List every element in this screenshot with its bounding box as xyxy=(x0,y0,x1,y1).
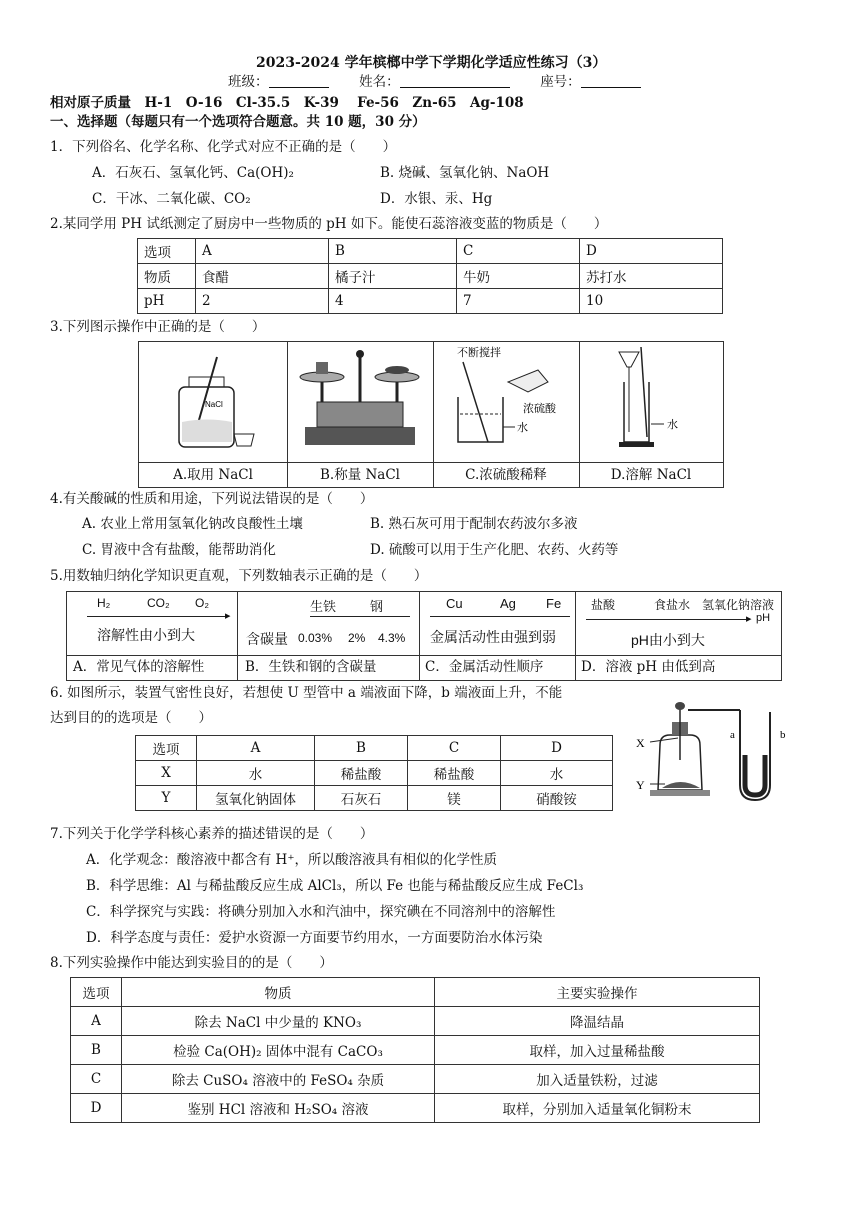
table-cell: 主要实验操作 xyxy=(435,978,760,1007)
q7-option-b: B．科学思维：Al 与稀盐酸反应生成 AlCl₃，所以 Fe 也能与稀盐酸反应生成 FeCl₃ xyxy=(86,878,584,894)
table-cell: 水 xyxy=(501,761,613,786)
axis-a-label: 溶解性由小到大 xyxy=(97,627,195,643)
table-cell: D xyxy=(71,1094,122,1123)
q4-option-a: A. 农业上常用氢氧化钠改良酸性土壤 xyxy=(82,516,303,532)
table-cell: C xyxy=(457,239,580,264)
table-cell: Y xyxy=(136,786,197,811)
q7-option-a: A．化学观念：酸溶液中都含有 H⁺，所以酸溶液具有相似的化学性质 xyxy=(86,852,497,868)
table-cell: 水 xyxy=(197,761,315,786)
q1-option-c: C．干冰、二氧化碳、CO₂ xyxy=(92,191,251,207)
q4-option-b: B. 熟石灰可用于配制农药波尔多液 xyxy=(370,516,578,532)
axis-a xyxy=(67,592,237,655)
svg-text:水: 水 xyxy=(667,419,678,431)
svg-text:水: 水 xyxy=(517,422,528,434)
table-cell: C xyxy=(408,736,501,761)
axis-b-steel: 钢 xyxy=(370,599,384,614)
axis-d-salt: 食盐水 xyxy=(654,598,691,612)
svg-text:不断搅拌: 不断搅拌 xyxy=(457,347,501,359)
class-label: 班级： xyxy=(228,74,269,90)
q3-stem: 3.下列图示操作中正确的是（ ） xyxy=(50,319,266,335)
q3-caption-c: C.浓硫酸稀释 xyxy=(433,462,579,484)
q2-stem: 2.某同学用 PH 试纸测定了厨房中一些物质的 pH 如下。能使石蕊溶液变蓝的物质是（ ） xyxy=(50,216,608,232)
table-row xyxy=(138,289,723,314)
table-cell: A xyxy=(71,1007,122,1036)
q3-caption-a: A.取用 NaCl xyxy=(139,462,287,484)
axis-c-cu: Cu xyxy=(446,596,463,611)
q1-option-d: D．水银、汞、Hg xyxy=(380,191,493,207)
svg-text:a: a xyxy=(730,729,735,741)
table-cell: 牛奶 xyxy=(457,264,580,289)
table-cell: B xyxy=(71,1036,122,1065)
table-cell: D xyxy=(580,239,723,264)
axis-c-fe: Fe xyxy=(546,596,562,611)
q3-panel-d xyxy=(579,342,723,487)
q1-option-b: B. 烧碱、氢氧化钠、NaOH xyxy=(380,165,550,181)
axis-d-naoh: 氢氧化钠溶液 xyxy=(702,598,775,612)
q4-stem: 4.有关酸碱的性质和用途，下列说法错误的是（ ） xyxy=(50,491,374,507)
table-cell: 鉴别 HCl 溶液和 H₂SO₄ 溶液 xyxy=(122,1094,435,1123)
table-cell: 检验 Ca(OH)₂ 固体中混有 CaCO₃ xyxy=(122,1036,435,1065)
name-label: 姓名： xyxy=(359,74,400,90)
axis-d xyxy=(576,592,781,655)
table-cell: 7 xyxy=(457,289,580,314)
table-cell: 取样，加入过量稀盐酸 xyxy=(435,1036,760,1065)
q1-option-a: A．石灰石、氢氧化钙、Ca(OH)₂ xyxy=(92,165,294,181)
axis-b-value: 4.3% xyxy=(378,631,406,645)
u-tube-apparatus-figure xyxy=(630,700,810,810)
table-row xyxy=(136,786,613,811)
table-cell: 石灰石 xyxy=(315,786,408,811)
q6-stem-line1: 6. 如图所示，装置气密性良好，若想使 U 型管中 a 端液面下降，b 端液面上升，不能 xyxy=(50,685,563,701)
q2-table xyxy=(137,238,723,314)
table-cell: 4 xyxy=(329,289,457,314)
axis-a-co2: CO₂ xyxy=(147,596,170,610)
axis-b xyxy=(238,592,419,655)
q8-table xyxy=(70,977,760,1123)
balance-figure xyxy=(287,342,433,460)
table-cell: C xyxy=(71,1065,122,1094)
table-cell: 硝酸铵 xyxy=(501,786,613,811)
svg-text:X: X xyxy=(636,736,645,750)
q4-option-d: D. 硫酸可以用于生产化肥、农药、火药等 xyxy=(370,542,619,558)
class-field[interactable] xyxy=(269,74,329,88)
q7-option-c: C．科学探究与实践：将碘分别加入水和汽油中，探究碘在不同溶剂中的溶解性 xyxy=(86,904,556,920)
table-cell: 物质 xyxy=(122,978,435,1007)
student-info xyxy=(228,73,641,91)
table-cell: X xyxy=(136,761,197,786)
svg-text:浓硫酸: 浓硫酸 xyxy=(523,403,556,415)
svg-text:b: b xyxy=(780,729,786,741)
table-row xyxy=(71,1007,760,1036)
table-row xyxy=(71,1036,760,1065)
table-cell: 选项 xyxy=(138,239,196,264)
q3-panel-c xyxy=(433,342,580,487)
axis-b-value: 2% xyxy=(348,631,366,645)
table-cell: 物质 xyxy=(138,264,196,289)
q3-caption-d: D.溶解 NaCl xyxy=(579,462,723,484)
table-cell: 苏打水 xyxy=(580,264,723,289)
svg-text:Y: Y xyxy=(636,778,645,792)
table-cell: 加入适量铁粉，过滤 xyxy=(435,1065,760,1094)
table-cell: 除去 NaCl 中少量的 KNO₃ xyxy=(122,1007,435,1036)
q5-caption-d: D．溶液 pH 由低到高 xyxy=(581,659,716,675)
table-cell: D xyxy=(501,736,613,761)
axis-d-hcl: 盐酸 xyxy=(591,598,616,612)
table-cell: 氢氧化钠固体 xyxy=(197,786,315,811)
seat-label: 座号： xyxy=(540,74,581,90)
q5-caption-c: C．金属活动性顺序 xyxy=(425,659,544,675)
table-cell: B xyxy=(329,239,457,264)
table-row xyxy=(136,761,613,786)
table-cell: 选项 xyxy=(136,736,197,761)
axis-c-label: 金属活动性由强到弱 xyxy=(430,629,556,645)
q5-caption-b: B．生铁和钢的含碳量 xyxy=(245,659,377,675)
table-cell: A xyxy=(196,239,329,264)
q3-caption-b: B.称量 NaCl xyxy=(287,462,433,484)
axis-d-label: pH由小到大 xyxy=(631,632,705,648)
table-cell: 稀盐酸 xyxy=(315,761,408,786)
section-heading: 一、选择题（每题只有一个选项符合题意。共 10 题，30 分） xyxy=(50,114,426,130)
q3-figure-panel xyxy=(138,341,724,488)
q5-figure-panel xyxy=(66,591,782,681)
table-cell: 除去 CuSO₄ 溶液中的 FeSO₄ 杂质 xyxy=(122,1065,435,1094)
table-row xyxy=(136,736,613,761)
q5-stem: 5.用数轴归纳化学知识更直观，下列数轴表示正确的是（ ） xyxy=(50,568,428,584)
table-cell: B xyxy=(315,736,408,761)
take-nacl-figure xyxy=(139,342,287,460)
table-cell: 2 xyxy=(196,289,329,314)
table-cell: 取样，分别加入适量氧化铜粉末 xyxy=(435,1094,760,1123)
cylinder-figure xyxy=(579,342,723,460)
q7-stem: 7.下列关于化学学科核心素养的描述错误的是（ ） xyxy=(50,826,374,842)
q8-stem: 8.下列实验操作中能达到实验目的的是（ ） xyxy=(50,955,333,971)
svg-text:NaCl: NaCl xyxy=(205,400,223,409)
q7-option-d: D．科学态度与责任：爱护水资源一方面要节约用水，一方面要防治水体污染 xyxy=(86,930,543,946)
table-cell: A xyxy=(197,736,315,761)
axis-d-ph: pH xyxy=(756,612,771,624)
q6-table xyxy=(135,735,613,811)
table-row xyxy=(71,1094,760,1123)
table-row xyxy=(71,978,760,1007)
q5-caption-a: A．常见气体的溶解性 xyxy=(73,659,205,675)
axis-a-o2: O₂ xyxy=(195,596,209,610)
acid-dilution-figure xyxy=(433,342,579,460)
q1-stem: 1．下列俗名、化学名称、化学式对应不正确的是（ ） xyxy=(50,139,397,155)
table-row xyxy=(71,1065,760,1094)
table-cell: 选项 xyxy=(71,978,122,1007)
arrow-icon: ▸ xyxy=(746,613,752,625)
axis-a-h2: H₂ xyxy=(97,596,111,610)
q4-option-c: C. 胃液中含有盐酸，能帮助消化 xyxy=(82,542,276,558)
q3-panel-a xyxy=(139,342,288,487)
table-cell: 降温结晶 xyxy=(435,1007,760,1036)
arrow-icon: ▸ xyxy=(225,610,231,622)
seat-field[interactable] xyxy=(581,74,641,88)
axis-b-pig-iron: 生铁 xyxy=(310,599,337,614)
q3-panel-b xyxy=(287,342,434,487)
table-cell: 食醋 xyxy=(196,264,329,289)
axis-b-value: 0.03% xyxy=(298,631,333,645)
table-cell: 稀盐酸 xyxy=(408,761,501,786)
axis-c xyxy=(420,592,575,655)
table-cell: pH xyxy=(138,289,196,314)
q6-stem-line2: 达到目的的选项是（ ） xyxy=(50,710,212,726)
page-title: 2023-2024 学年槟榔中学下学期化学适应性练习（3） xyxy=(256,55,607,71)
table-cell: 橘子汁 xyxy=(329,264,457,289)
name-field[interactable] xyxy=(400,74,510,88)
axis-c-ag: Ag xyxy=(500,596,516,611)
table-row xyxy=(138,264,723,289)
atomic-mass: 相对原子质量 H-1 O-16 Cl-35.5 K-39 Fe-56 Zn-65 Ag-108 xyxy=(50,95,524,111)
table-row xyxy=(138,239,723,264)
axis-b-label: 含碳量 xyxy=(246,631,288,647)
table-cell: 10 xyxy=(580,289,723,314)
table-cell: 镁 xyxy=(408,786,501,811)
